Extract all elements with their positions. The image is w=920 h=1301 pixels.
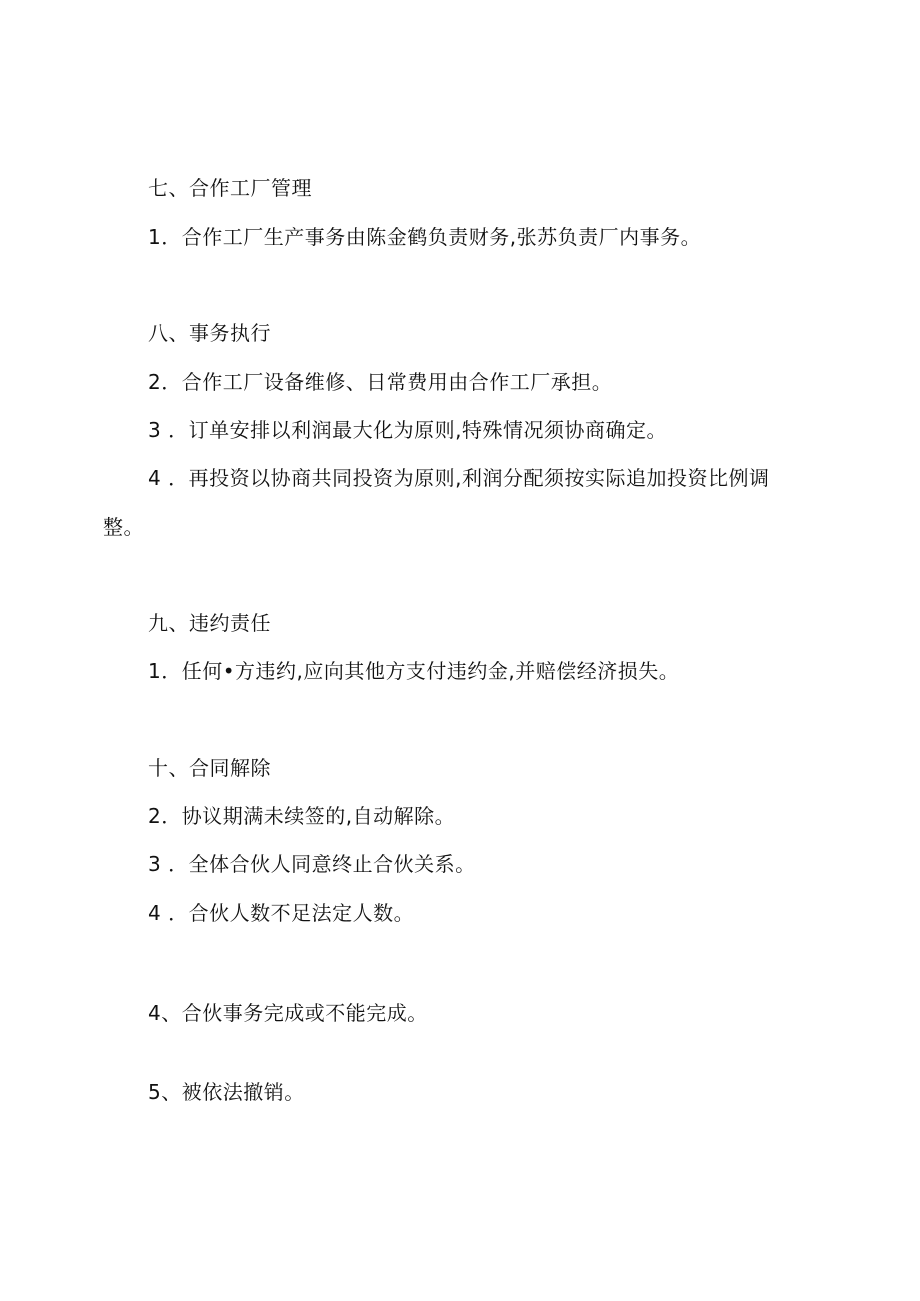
clause-1-breach-penalty: 1．任何•方违约,应向其他方支付违约金,并赔偿经济损失。 [148, 659, 680, 683]
section-heading-cooperation-factory: 七、合作工厂管理 [148, 176, 312, 200]
clause-1-factory-affairs: 1．合作工厂生产事务由陈金鹤负责财务,张苏负责厂内事务。 [148, 225, 702, 249]
section-heading-breach-liability: 九、违约责任 [148, 611, 271, 635]
clause-3-order-arrangement: 3 ．订单安排以利润最大化为原则,特殊情况须协商确定。 [148, 418, 667, 442]
clause-2-maintenance-costs: 2．合作工厂设备维修、日常费用由合作工厂承担。 [148, 370, 613, 394]
clause-4-reinvestment-continued: 整。 [103, 515, 144, 539]
clause-4-affairs-completed: 4、合伙事务完成或不能完成。 [148, 1001, 428, 1025]
clause-2-expiry: 2．协议期满未续签的,自动解除。 [148, 804, 456, 828]
section-heading-contract-termination: 十、合同解除 [148, 756, 271, 780]
clause-4-reinvestment: 4 ．再投资以协商共同投资为原则,利润分配须按实际追加投资比例调 [148, 466, 770, 490]
clause-5-revoked: 5、被依法撤销。 [148, 1080, 305, 1104]
clause-3-partners-agree: 3 ．全体合伙人同意终止合伙关系。 [148, 852, 476, 876]
section-heading-affairs-execution: 八、事务执行 [148, 321, 271, 345]
clause-4-insufficient-partners: 4 ．合伙人数不足法定人数。 [148, 901, 415, 925]
